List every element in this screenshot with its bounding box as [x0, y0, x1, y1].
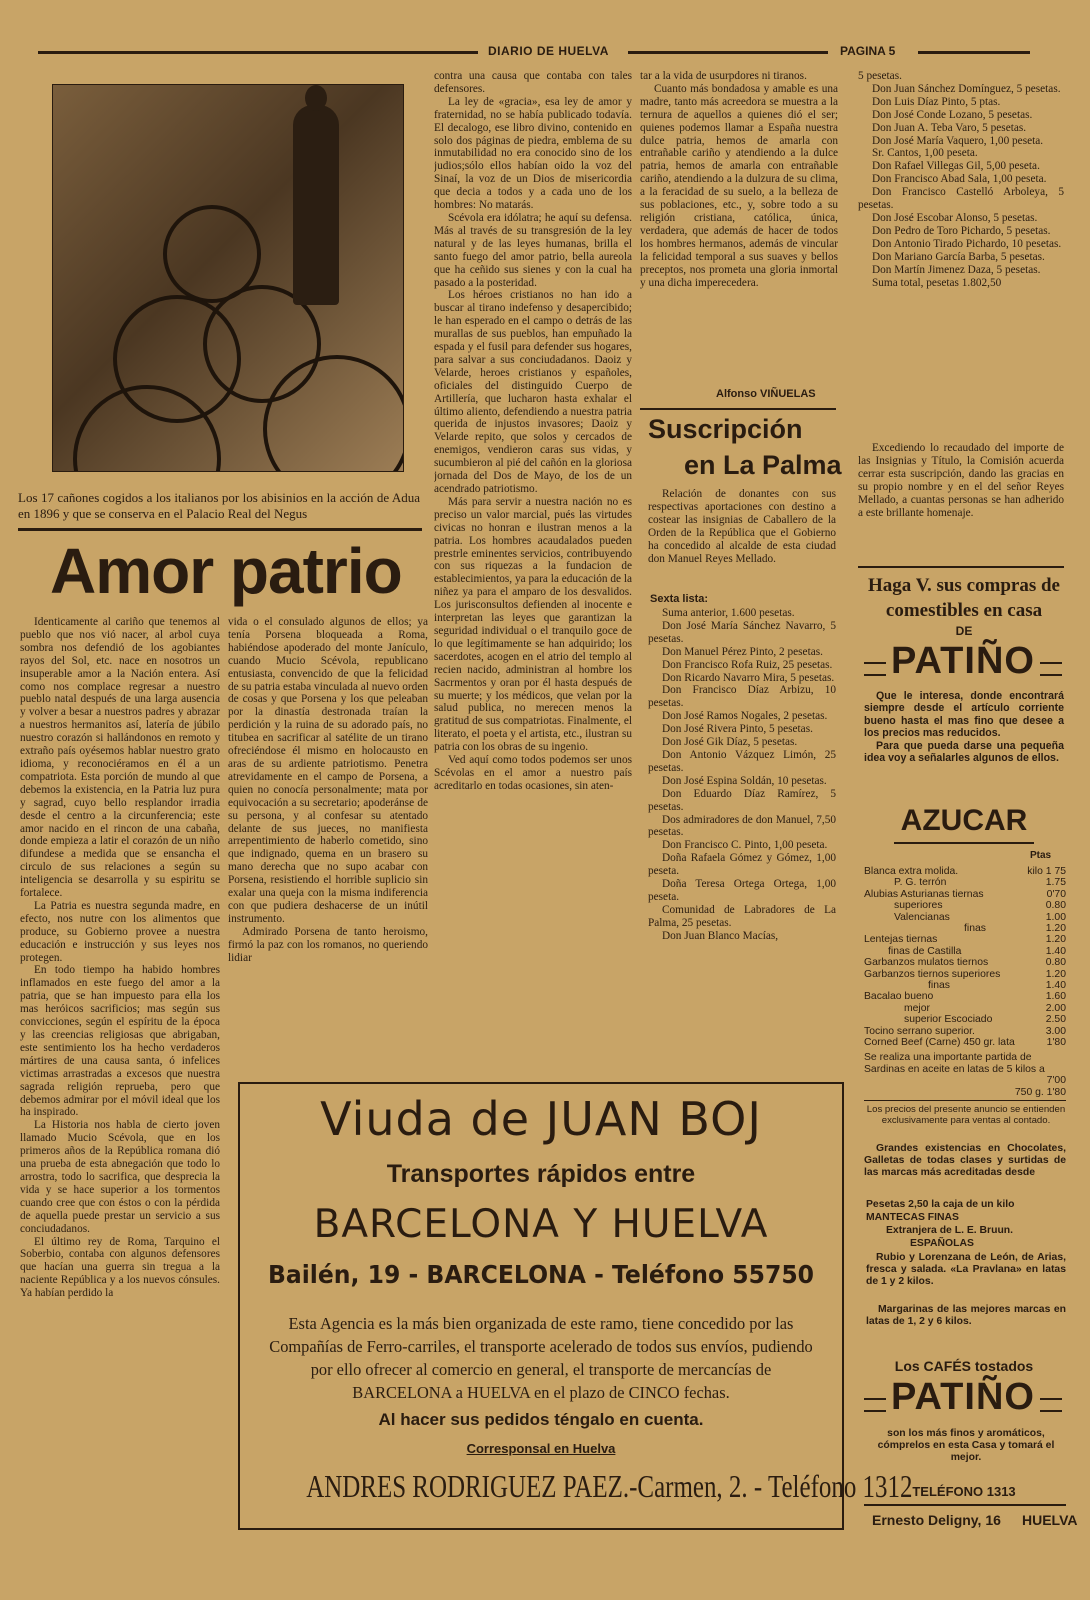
telefono-rule [864, 1504, 1066, 1506]
patino-brand-2 [858, 1376, 1068, 1419]
patino-logo: PATIÑO [891, 640, 1035, 682]
list-item: Don Francisco C. Pinto, 1,00 peseta. [662, 839, 828, 852]
col5-rule [858, 566, 1064, 568]
suscripcion-title-1: Suscripción [648, 414, 803, 444]
list-item: Don José María Vaquero, 1,00 peseta. [872, 134, 1044, 147]
paragraph: La ley de «gracia», esa ley de amor y fraternidad, no se había publicado todavía. El decalogo, ese libro divino, contenido en solo dos páginas de piedra, emblema de su inmutabilidad no era conocido sino de los judios;sólo ellos habían oido la voz del Sinaí, la voz de un Dios de misericordia que decia a todos y a cada uno de los hombres: No matarás. [434, 95, 632, 212]
chocolates-note: Grandes existencias en Chocolates, Galletas de todas clases y surtidas de las marcas más acreditadas desde [864, 1143, 1066, 1179]
boj-address: Bailén, 19 - BARCELONA - Teléfono 55750 [267, 1260, 815, 1289]
list-item: Don José Gik Díaz, 5 pesetas. [662, 736, 798, 749]
list-item: Don José Espina Soldán, 10 pesetas. [662, 774, 827, 787]
rubio-note: Rubio y Lorenzana de León, de Arias, fresca y salada. «La Pravlana» en latas de 1 y 2 kilos. [866, 1252, 1066, 1288]
list-item: Don Francisco Rofa Ruiz, 25 pesetas. [662, 658, 833, 671]
article-column-1 [20, 616, 220, 1538]
paragraph: Identicamente al cariño que tenemos al pueblo que nos vió nacer, al arbol cuya sombra nos defendió de los agobiantes rayos del Sol, etc. nace en nosotros un insuperable amor a la Nación entera. Así como nos complace regresar a nuestro pueblo natal después de una larga ausencia y volver a besar a nuestros padres y abrazar a nuestros hermanitos así, latería de júbilo nuestro corazón si hallándonos en remoto y extraño país oyésemos hablar nuestro grato idioma, y reconociéramos en él a un compatriota. Esta porción de mundo al que debemos la existencia, en la Patria luz pura y sagrad, cuyo bello resplandor irradia desde el centro a la circunferencia; este amor nacido en el rincon de una cabaña, donde empieza a latir el corazón de un niño difundese a medida que se ensancha el circulo de sus relaciones a según su inteligencia se desarrolla y su espiritu se fortalece. [20, 616, 220, 900]
list-item: Don Juan Sánchez Domínguez, 5 pesetas. [872, 82, 1061, 95]
price-row: mejor 2.00 [904, 1002, 1066, 1014]
price-row: Lentejas tiernas 1.20 [864, 934, 1066, 946]
price-list [864, 866, 1066, 1049]
paragraph: Excediendo lo recaudado del importe de las Insignias y Título, la Comisión acuerda cerrar esta suscripción, dando las gracias en su propio nombre y en el del señor Reyes Mellado, a cuantas personas se han adherido a este brillante homenaje. [858, 442, 1064, 519]
patino-headline: Haga V. sus compras de comestibles en casa [868, 575, 1060, 621]
boj-body: Esta Agencia es la más bien organizada de este ramo, tiene concedido por las Compañías de Ferro-carriles, el transporte acelerado de todos sus envíos, pudiendo por ello ofrecer al comercio en general, el transporte de mercancías de BARCELONA a HUELVA en el plazo de CINCO fechas. [269, 1314, 813, 1402]
extranjera: Extranjera de L. E. Bruun. [886, 1225, 1014, 1236]
suscripcion-closing [858, 442, 1064, 560]
cafes-description: son los más finos y aromáticos, cómprelos en esta Casa y tomará el mejor. [877, 1428, 1055, 1464]
list-item: Don Manuel Pérez Pinto, 2 pesetas. [662, 645, 823, 658]
espanolas: ESPAÑOLAS [910, 1238, 974, 1249]
price-row: Garbanzos mulatos tiernos 0.80 [864, 957, 1066, 969]
paragraph: Para que pueda darse una pequeña idea voy a señalarles algunos de ellos. [864, 739, 1064, 765]
donor-list-a [648, 607, 836, 1067]
price-row: Tocino serrano superior. 3.00 [864, 1025, 1066, 1037]
margarinas-note: Margarinas de las mejores marcas en latas de 1, 2 y 6 kilos. [866, 1304, 1066, 1328]
boj-title: Viuda de JUAN BOJ [320, 1092, 762, 1146]
list-item: Dos admiradores de don Manuel, 7,50 pesetas. [648, 813, 836, 839]
price-row: superiores 0.80 [894, 900, 1066, 912]
paragraph: contra una causa que contaba con tales defensores. [434, 70, 632, 95]
list-item: Don Martín Jimenez Daza, 5 pesetas. [872, 263, 1041, 276]
header-rule-mid [628, 51, 828, 54]
manteca-price: Pesetas 2,50 la caja de un kilo [866, 1199, 1015, 1210]
price-row: Valencianas 1.00 [894, 911, 1066, 923]
price-row: Blanca extra molida. kilo 1 75 [864, 866, 1066, 877]
list-item: Don Francisco Abad Sala, 1,00 peseta. [872, 173, 1047, 186]
price-row: P. G. terrón 1.75 [894, 877, 1066, 889]
sardinas-offer [864, 1052, 1066, 1098]
list-item: Don Eduardo Díaz Ramírez, 5 pesetas. [648, 787, 836, 813]
list-item: Don Rafael Villegas Gil, 5,00 peseta. [872, 160, 1040, 173]
page-number: PAGINA 5 [840, 44, 896, 58]
mantecas-heading: MANTECAS FINAS [866, 1212, 959, 1223]
paragraph: Admirado Porsena de tanto heroismo, firmó la paz con los romanos, no queriendo lidiar [228, 925, 428, 964]
cannons-photo [52, 84, 404, 472]
ornament-icon [864, 1398, 886, 1412]
list-item: Don Juan Blanco Macías, [662, 929, 779, 942]
ornament-icon [864, 662, 886, 676]
list-item: Don José Escobar Alonso, 5 pesetas. [872, 211, 1038, 224]
paragraph: Ved aquí como todos podemos ser unos Scévolas en el amor a nuestro país acreditarlo en todas ocasiones, sin aten- [434, 754, 632, 792]
list-item: Don Juan A. Teba Varo, 5 pesetas. [872, 121, 1027, 134]
boj-subtitle: Transportes rápidos entre [386, 1160, 696, 1188]
patino-city: HUELVA [1022, 1512, 1078, 1528]
list-item: Don Mariano García Barba, 5 pesetas. [872, 250, 1045, 263]
paragraph: Relación de donantes con sus respectivas aportaciones con destino a costear las insignias de Caballero de la Orden de la República que el Gobierno ha concedido al alcalde de esta ciudad don Manuel Reyes Mellado. [648, 488, 836, 565]
list-item: Don José María Sánchez Navarro, 5 pesetas. [648, 619, 836, 645]
price-row: Alubias Asturianas tiernas 0'70 [864, 888, 1066, 900]
corresponsal-label: Corresponsal en Huelva [466, 1441, 616, 1456]
paragraph: En todo tiempo ha habido hombres inflamados en este fuego del amor a la patria, que se han impuesto para ella los mas heróicos sacrificios; mas según sus convicciones, según el espíritu de la época y las creencias religiosas que abrigaban, este sentimiento los ha hecho verdaderos mártires de una causa santa, ó infelices victimas arrastradas a excesos que nuestra sagrada religión reprueba, pero que debemos admirar por el móvil ideal que los ha inspirado. [20, 964, 220, 1119]
patino-address: Ernesto Deligny, 16 [872, 1512, 1001, 1528]
list-item: Don Francisco Castelló Arboleya, 5 pesetas. [858, 186, 1064, 212]
article-column-3 [434, 70, 632, 1068]
list-item: 5 pesetas. [858, 70, 902, 82]
suscripcion-title-2: en La Palma [684, 450, 842, 480]
article-column-2 [228, 616, 428, 1068]
paragraph: vida o el consulado algunos de ellos; ya tenía Porsena bloqueada a Roma, habiéndose apoderado del monte Janículo, cuando Mucio Scévola, republicano entusiasta, convencido de que la felicidad de su patria estaba vinculada al nuevo orden de cosas y que Porsena y los que peleaban por la dinastía destronada traían la perdición y la ruina de su adorado país, no titubea en sacrificar al satélite de un tirano ofreciéndose él mismo en holocausto en aras de su ardiente patriotismo. Penetra atrevidamente en el campo de Porsena, a quien no conocía personalmente; mata por equivocación a su secretario; apoderánse de su persona, y al confesar su atentado delante de sus jueces, no manifiesta arrepentimiento de haberlo cometido, sino que indignado, quema en un brasero su mano derecha que no supo acabar con Porsena, resistiendo el horrible suplicio sin exalar una queja con la misma indiferencia con que pudiera deshacerse de un inútil instrumento. [228, 616, 428, 925]
patino-de: DE [955, 624, 973, 638]
list-item: Don José Conde Lozano, 5 pesetas. [872, 108, 1033, 121]
list-item: Don Antonio Vázquez Limón, 25 pesetas. [648, 748, 836, 774]
paragraph: Se realiza una importante partida de Sardinas en aceite en latas de 5 kilos a [864, 1052, 1045, 1075]
header-rule-left [38, 51, 478, 54]
donor-list-b [858, 70, 1064, 452]
price-row: finas 1.40 [928, 980, 1066, 992]
price-row: finas 1.20 [964, 923, 1066, 935]
paragraph: Cuanto más bondadosa y amable es una madre, tanto más acreedora se muestra a la ternura de aquellos a quienes dió el ser; quienes podemos llamar a España nuestra dulce patria, hemos de amarla con entrañable cariño y atendiendo a la dulce patria, hemos de amarla con entrañable cariño, atendiendo a la dulzura de su clima, a la feracidad de su suelo, a la belleza de sus poblaciones, etc., y, sobre todo a su religión cristiana, católica, única, verdadera, que además de hacer de todos los hombres hermanos, además de vincular la felicidad temporal a sus suaves y bellos preceptos, nos prometa una gloria inmortal y una dicha imperecedera. [640, 82, 838, 289]
article-author: Alfonso VIÑUELAS [716, 388, 816, 400]
cafes-heading: Los CAFÉS tostados [894, 1358, 1034, 1374]
paragraph: Los héroes cristianos no han ido a buscar al tirano indefenso y desapercibido; le han esperado en el campo o detrás de las murallas de sus pueblos, han empuñado la espada y el fusil para defender sus hogares, para salvar a sus conciudadanos. Daoiz y Velarde, heroes cristianos y españoles, oficiales del distinguido Cuerpo de Artillería, que lucharon hasta exhalar el último aliento, defendiendo a nuestra patria querida de injustos invasores; Daoiz y Velarde repito, que solos y cercados de enemigos, vendieron caras sus vidas, y sucumbieron al pié del cañón en la gloriosa jornada del Dos de Mayo, de los de un acendrado patriotismo. [434, 289, 632, 495]
ornament-icon [1040, 1398, 1062, 1412]
paragraph: tar a la vida de usurpdores ni tiranos. [640, 70, 807, 82]
patino-brand [858, 640, 1068, 683]
product-heading: AZUCAR [900, 804, 1028, 837]
price-column-header: Ptas [1030, 850, 1052, 861]
sardinas-price-row: 750 g. 1'80 [1014, 1086, 1066, 1098]
list-label: Sexta lista: [650, 593, 709, 605]
article-title: Amor patrio [50, 535, 402, 607]
product-rule [894, 842, 1034, 844]
suscripcion-intro [648, 488, 836, 565]
price-row: Bacalao bueno 1.60 [864, 991, 1066, 1003]
patino-pitch [864, 690, 1064, 764]
list-item: Don José Rivera Pinto, 5 pesetas. [662, 723, 813, 736]
list-item: Doña Rafaela Gómez y Gómez, 1,00 peseta. [648, 852, 836, 878]
list-item: Don Antonio Tirado Pichardo, 10 pesetas. [872, 237, 1062, 250]
paragraph: La Historia nos habla de cierto joven llamado Mucio Scévola, que en los primeros años de la República romana dió una prueba de esta abnegación que todo lo arrostra, todo lo sacrifica, que desprecia la vida y se hace superior a los tormentos cuando cree que con éstos o con la pérdida de aquella puede prestar un servicio a sus conciudadanos. [20, 1119, 220, 1235]
price-row: Garbanzos tiernos superiores 1.20 [864, 968, 1066, 980]
article-column-4 [640, 70, 838, 380]
patino-logo: PATIÑO [891, 1376, 1035, 1418]
list-item: Don Ricardo Navarro Mira, 5 pesetas. [662, 671, 835, 684]
photo-caption: Los 17 cañones cogidos a los italianos por los abisinios en la acción de Adua en 1896 y que se conserva en el Palacio Real del Negus [18, 490, 420, 521]
boj-cta: Al hacer sus pedidos téngalo en cuenta. [378, 1410, 704, 1429]
list-item: Don Francisco Díaz Arbizu, 10 pesetas. [648, 684, 836, 710]
price-row: finas de Castilla 1.40 [888, 945, 1066, 957]
paragraph: Scévola era idólatra; he aquí su defensa. Más al través de su transgresión de la ley natural y de las leyes humanas, brilla el santo fuego del amor patrio, bella aureola que ha ceñido sus sienes y con la cual ha pasado a la posteridad. [434, 211, 632, 289]
list-item: Doña Teresa Ortega Ortega, 1,00 peseta. [648, 878, 836, 903]
author-rule [640, 408, 836, 410]
boj-cities: BARCELONA Y HUELVA [313, 1202, 769, 1247]
list-item: Suma total, pesetas 1.802,50 [872, 276, 1002, 289]
list-item: Don Pedro de Toro Pichardo, 5 pesetas. [872, 224, 1051, 237]
list-item: Sr. Cantos, 1,00 peseta. [872, 147, 978, 160]
masthead: DIARIO DE HUELVA [488, 44, 609, 58]
list-item: Don José Ramos Nogales, 2 pesetas. [662, 710, 828, 723]
patino-telefono: TELÉFONO 1313 [912, 1484, 1016, 1499]
boj-corresponsal [240, 1440, 842, 1458]
paragraph: El último rey de Roma, Tarquino el Soberbio, contaba con algunos defensores que hacían una guerra sin tregua a la naciente República y a los nuevos cónsules. Ya habían perdido la [20, 1235, 220, 1300]
header-rule-right [918, 51, 1030, 54]
boj-agent: ANDRES RODRIGUEZ PAEZ.-Carmen, 2. - Teléfono 1312 [306, 1468, 913, 1504]
price-note: Los precios del presente anuncio se entienden exclusivamente para ventas al contado. [866, 1104, 1066, 1126]
caption-rule [18, 528, 422, 531]
ornament-icon [1040, 662, 1062, 676]
price-rule [864, 1100, 1066, 1101]
paragraph: Que le interesa, donde encontrará siempre desde el artículo corriente bueno hasta el mas fino que desee a los precios mas reducidos. [864, 690, 1064, 740]
paragraph: Más para servir a nuestra nación no es preciso un valor marcial, pués las virtudes civicas no honran e ilustran menos a la patria. Los hombres acaudalados pueden prestrle eminentes servicios, contribuyendo con sus riquezas a la fundacion de establecimientos, ya para la educación de la niñez ya para el amparo de los desvalidos. Los jurisconsultos defienden al inocente e interpretan las leyes que garantizan la seguridad individual o el tranquilo goce de lo que legítimamente se han adquirido; los sacerdotes, acogen en el atrio del templo al recien nacido, administran al hombre los Sacrmentos y oran por él hasta después de su muerte; y los médicos, que velan por la salud publica, no merecen menos la gratitud de sus compatriotas. Finalmente, el literato, el poeta y el artista, etc., ilustran su patria con los obras de su ingenio. [434, 495, 632, 754]
price-row: Corned Beef (Carne) 450 gr. lata 1'80 [864, 1037, 1066, 1049]
paragraph: La Patria es nuestra segunda madre, en efecto, nos nutre con los alimentos que produce, su Gobierno provee a nuestra educación e instrucción y sus leyes nos protegen. [20, 899, 220, 964]
sardinas-price-row: 7'00 [1046, 1075, 1066, 1087]
list-item: Don Luis Díaz Pinto, 5 ptas. [872, 95, 1001, 108]
list-item: Suma anterior, 1.600 pesetas. [662, 607, 795, 619]
price-row: superior Escociado 2.50 [904, 1014, 1066, 1026]
list-item: Comunidad de Labradores de La Palma, 25 pesetas. [648, 903, 836, 929]
